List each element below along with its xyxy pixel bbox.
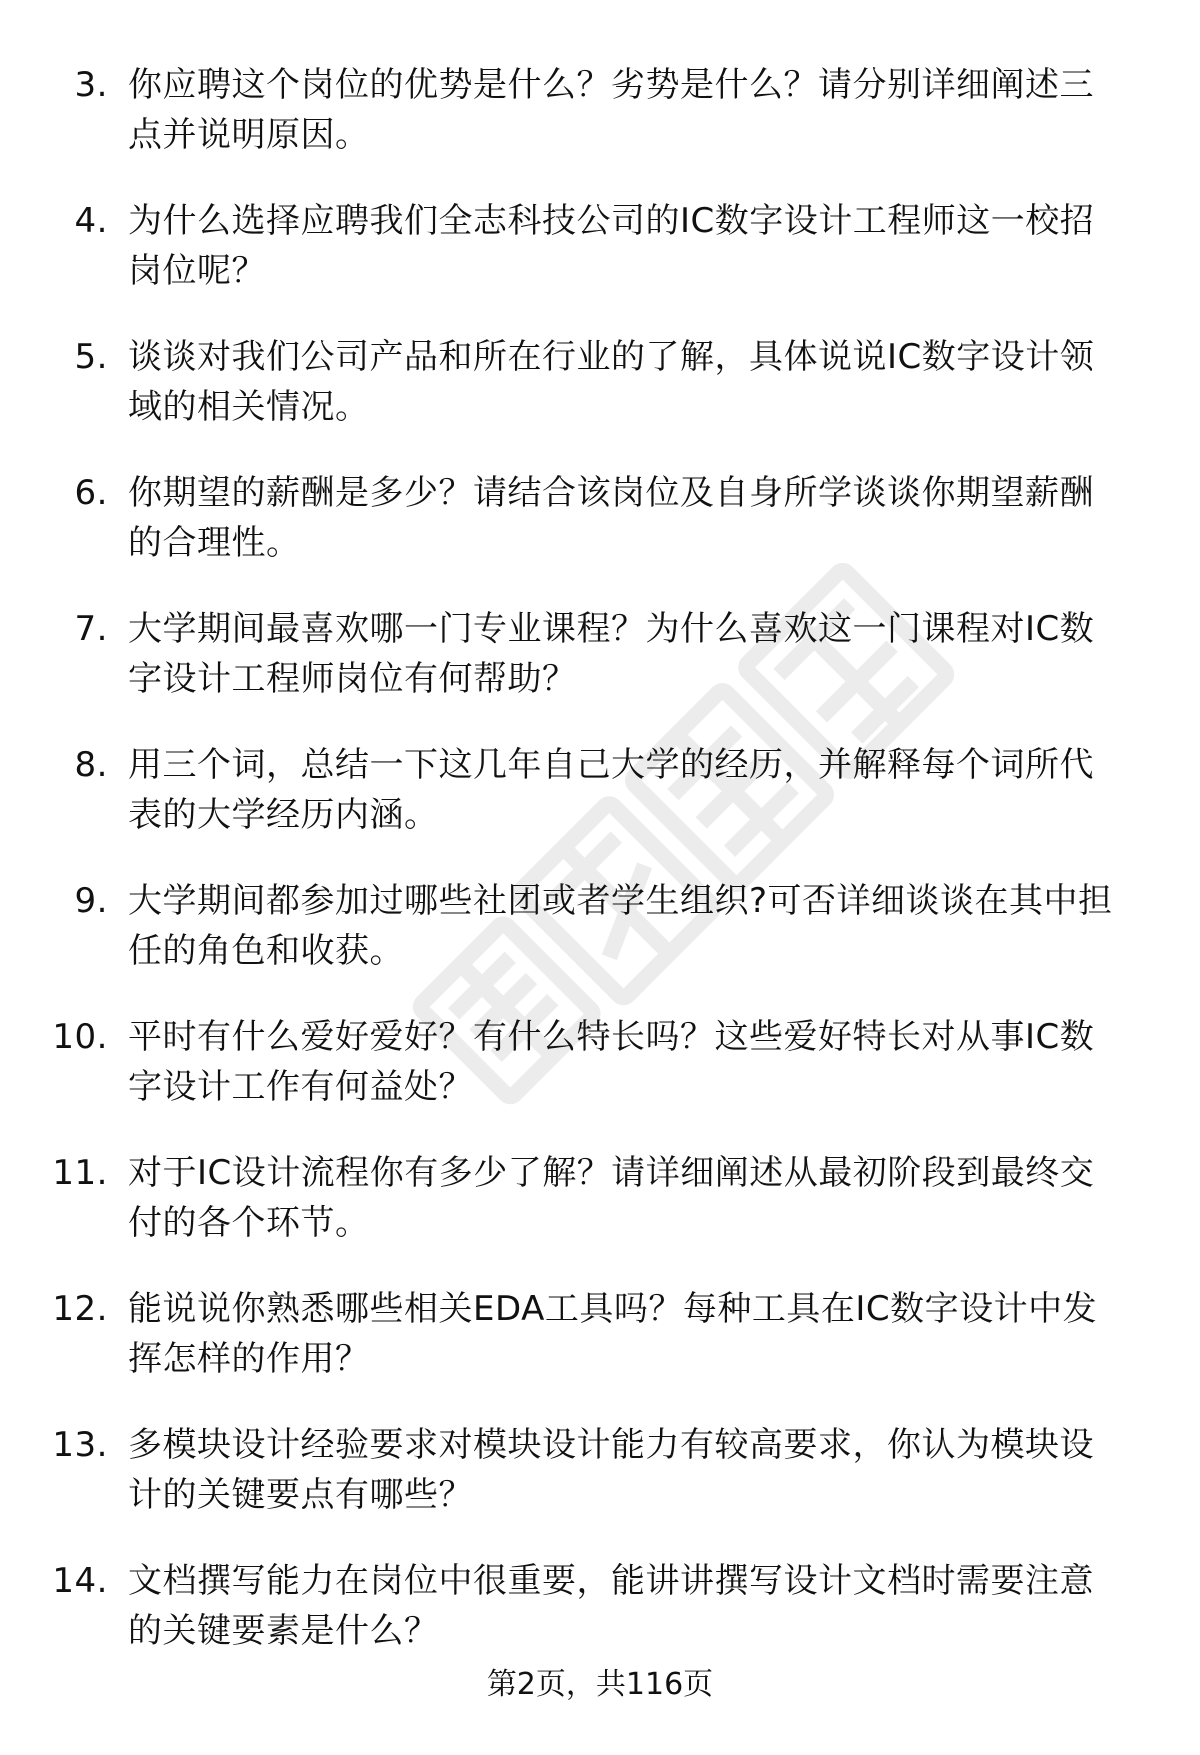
question-item <box>0 196 1200 332</box>
question-item <box>0 468 1200 604</box>
question-text-line: 点并说明原因。 <box>128 115 370 155</box>
question-item <box>0 1148 1200 1284</box>
question-text <box>128 468 1158 568</box>
question-text-line: 对于IC设计流程你有多少了解？请详细阐述从最初阶段到最终交 <box>128 1153 1095 1193</box>
question-text-line: 域的相关情况。 <box>128 387 370 427</box>
question-text-line: 岗位呢？ <box>128 251 266 291</box>
question-text <box>128 1284 1158 1384</box>
question-item <box>0 1284 1200 1420</box>
question-number: 11. <box>52 1153 108 1193</box>
question-text-line: 任的角色和收获。 <box>128 931 404 971</box>
question-text-line: 大学期间最喜欢哪一门专业课程？为什么喜欢这一门课程对IC数 <box>128 609 1095 649</box>
question-text <box>128 1012 1158 1112</box>
question-text-line: 计的关键要点有哪些？ <box>128 1475 473 1515</box>
question-text <box>128 60 1158 160</box>
question-number: 5. <box>74 337 108 377</box>
question-list <box>0 60 1200 1692</box>
question-text <box>128 740 1158 840</box>
question-text <box>128 1148 1158 1248</box>
question-text-line: 大学期间都参加过哪些社团或者学生组织?可否详细谈谈在其中担 <box>128 881 1113 921</box>
question-number: 6. <box>74 473 108 513</box>
question-text <box>128 604 1158 704</box>
question-text <box>128 196 1158 296</box>
question-text-line: 为什么选择应聘我们全志科技公司的IC数字设计工程师这一校招 <box>128 201 1095 241</box>
question-text-line: 字设计工作有何益处？ <box>128 1067 473 1107</box>
question-number: 14. <box>52 1561 108 1601</box>
question-item <box>0 60 1200 196</box>
page-number-footer: 第2页，共116页 <box>486 1667 714 1702</box>
question-text-line: 文档撰写能力在岗位中很重要，能讲讲撰写设计文档时需要注意 <box>128 1561 1094 1601</box>
question-number: 13. <box>52 1425 108 1465</box>
question-text-line: 用三个词，总结一下这几年自己大学的经历，并解释每个词所代 <box>128 745 1094 785</box>
question-item <box>0 332 1200 468</box>
question-text-line: 字设计工程师岗位有何帮助？ <box>128 659 577 699</box>
question-text-line: 付的各个环节。 <box>128 1203 370 1243</box>
question-text-line: 的关键要素是什么？ <box>128 1611 439 1651</box>
question-item <box>0 740 1200 876</box>
question-text-line: 挥怎样的作用？ <box>128 1339 370 1379</box>
question-item <box>0 876 1200 1012</box>
question-text-line: 多模块设计经验要求对模块设计能力有较高要求，你认为模块设 <box>128 1425 1094 1465</box>
question-item <box>0 1012 1200 1148</box>
question-item <box>0 604 1200 740</box>
question-text-line: 的合理性。 <box>128 523 301 563</box>
question-number: 9. <box>74 881 108 921</box>
question-number: 12. <box>52 1289 108 1329</box>
question-item <box>0 1420 1200 1556</box>
question-number: 8. <box>74 745 108 785</box>
question-number: 10. <box>52 1017 108 1057</box>
question-text-line: 平时有什么爱好爱好？有什么特长吗？这些爱好特长对从事IC数 <box>128 1017 1095 1057</box>
question-number: 7. <box>74 609 108 649</box>
question-text <box>128 876 1158 976</box>
question-text-line: 表的大学经历内涵。 <box>128 795 439 835</box>
question-number: 3. <box>74 65 108 105</box>
question-text-line: 能说说你熟悉哪些相关EDA工具吗？每种工具在IC数字设计中发 <box>128 1289 1098 1329</box>
question-text <box>128 1556 1158 1656</box>
question-text-line: 谈谈对我们公司产品和所在行业的了解，具体说说IC数字设计领 <box>128 337 1095 377</box>
question-text <box>128 332 1158 432</box>
question-number: 4. <box>74 201 108 241</box>
question-text <box>128 1420 1158 1520</box>
question-text-line: 你期望的薪酬是多少？请结合该岗位及自身所学谈谈你期望薪酬 <box>128 473 1094 513</box>
question-text-line: 你应聘这个岗位的优势是什么？劣势是什么？请分别详细阐述三 <box>128 65 1094 105</box>
